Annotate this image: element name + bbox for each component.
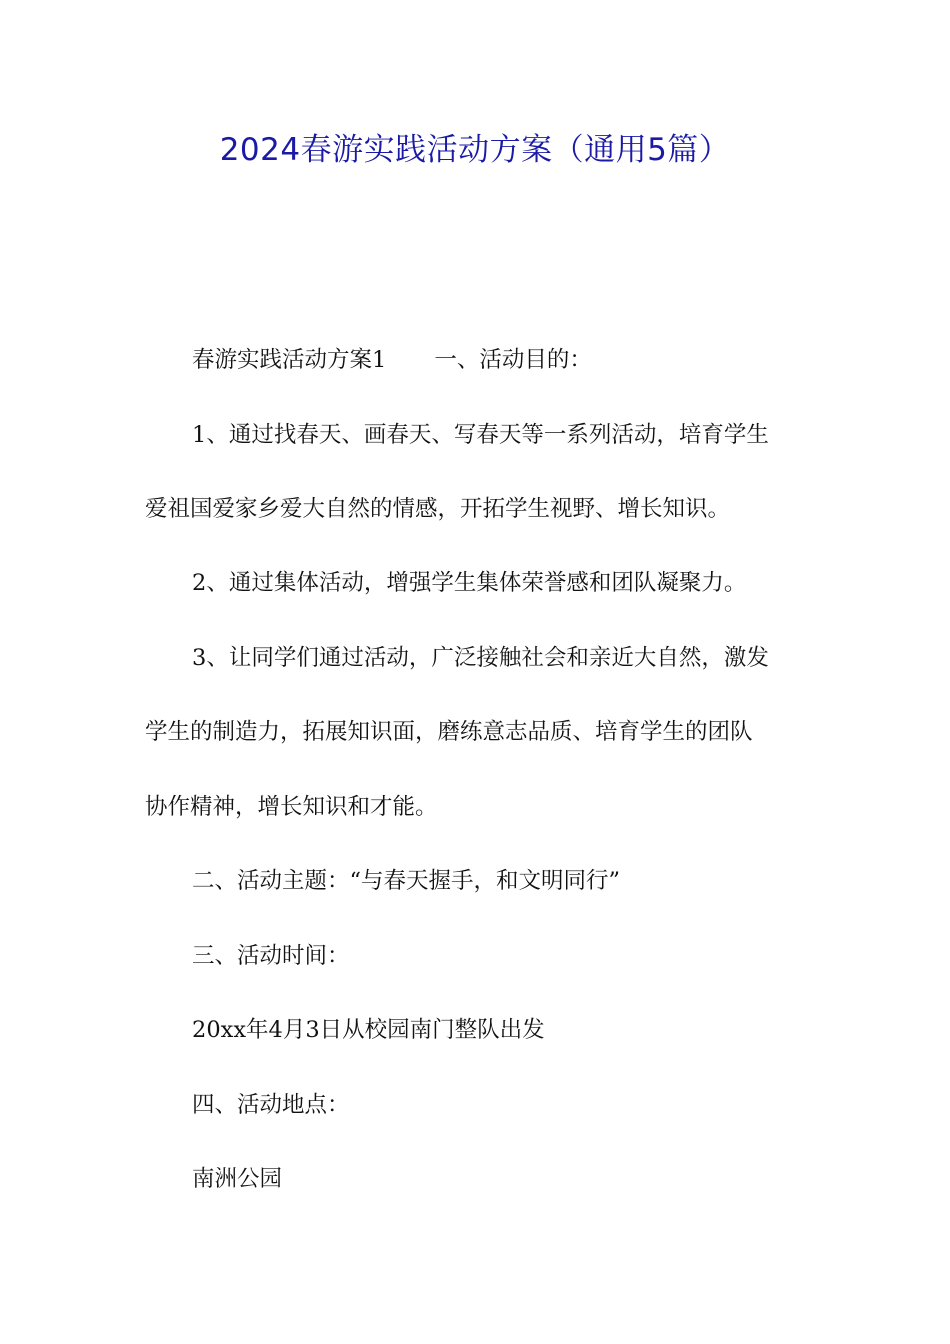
section-heading: 春游实践活动方案1 <box>192 347 387 373</box>
paragraph-line: 三、活动时间： <box>192 943 350 969</box>
paragraph-line: 3、让同学们通过活动，广泛接触社会和亲近大自然，激发 <box>192 645 769 671</box>
paragraph-line: 爱祖国爱家乡爱大自然的情感，开拓学生视野、增长知识。 <box>145 496 731 522</box>
paragraph-line: 2、通过集体活动，增强学生集体荣誉感和团队凝聚力。 <box>192 570 747 596</box>
document-title: 2024春游实践活动方案（通用5篇） <box>219 132 731 168</box>
paragraph-line: 协作精神，增长知识和才能。 <box>145 794 438 820</box>
paragraph-line: 1、通过找春天、画春天、写春天等一系列活动，培育学生 <box>192 422 769 448</box>
paragraph-line <box>192 345 592 375</box>
objective-heading: 一、活动目的： <box>434 347 592 373</box>
paragraph-line: 20xx年4月3日从校园南门整队出发 <box>192 1017 545 1043</box>
paragraph-line: 南洲公园 <box>192 1166 283 1192</box>
paragraph-line: 二、活动主题：“与春天握手，和文明同行” <box>192 868 621 894</box>
paragraph-line: 四、活动地点： <box>192 1092 350 1118</box>
paragraph-line: 学生的制造力，拓展知识面，磨练意志品质、培育学生的团队 <box>145 719 753 745</box>
